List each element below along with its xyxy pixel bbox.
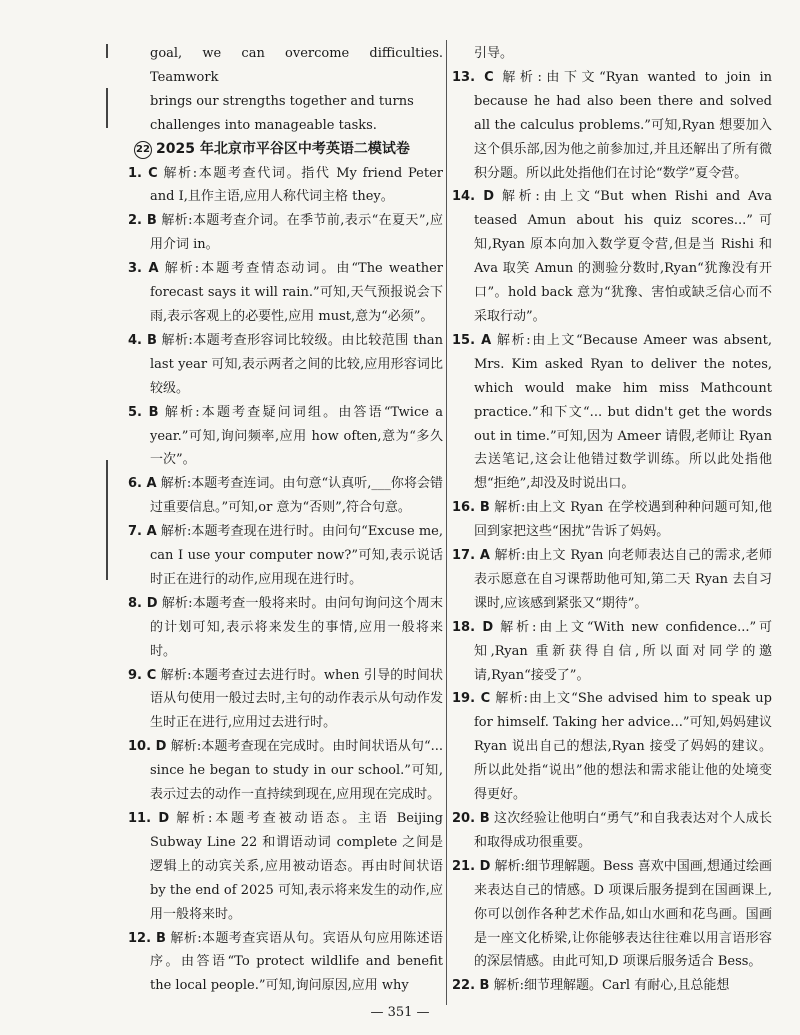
answer-number: 11. D bbox=[128, 811, 170, 826]
answer-item bbox=[128, 927, 443, 999]
binding-margin-mark bbox=[106, 44, 108, 58]
answer-item bbox=[128, 664, 443, 736]
answer-item bbox=[452, 807, 772, 855]
answer-number: 20. B bbox=[452, 811, 490, 826]
intro-line: challenges into manageable tasks. bbox=[150, 117, 377, 133]
answer-explanation: 解析:由上文 Ryan 在学校遇到种种问题可知,他回到家把这些“困扰”告诉了妈妈。 bbox=[474, 500, 772, 540]
answer-number: 15. A bbox=[452, 332, 492, 348]
answer-explanation: 解析:由上文 Ryan 向老师表达自己的需求,老师表示愿意在自习课帮助他可知,第二天 Ryan 去自习课时,应该感到紧张又“期待”。 bbox=[474, 548, 773, 611]
answer-number: 19. C bbox=[452, 691, 491, 707]
answer-explanation: 解析:本题考查过去进行时。when 引导的时间状语从句使用一般过去时,主句的动作表示从句动作发生时正在进行,应用过去进行时。 bbox=[150, 667, 443, 731]
answer-number: 12. B bbox=[128, 930, 166, 946]
answer-explanation: 解析:细节理解题。Bess 喜欢中国画,想通过绘画来表达自己的情感。D 项课后服务提到在国画课上,你可以创作各种艺术作品,如山水画和花鸟画。国画是一座文化桥梁,让你能够表达往往难以用言语形容的深层情感。由此可知,D 项课后服务适合 Bess。 bbox=[474, 858, 772, 970]
answer-item bbox=[452, 185, 772, 328]
binding-margin-mark bbox=[106, 88, 108, 128]
answer-number: 8. D bbox=[128, 595, 158, 611]
answer-item bbox=[452, 544, 772, 616]
answer-number: 2. B bbox=[128, 213, 157, 229]
intro-paragraph bbox=[128, 42, 443, 138]
answer-list bbox=[128, 162, 443, 999]
answer-number: 14. D bbox=[452, 189, 495, 205]
intro-line: goal, we can overcome difficulties. Teamwork bbox=[150, 46, 443, 85]
answer-explanation: 解析:本题考查一般将来时。由问句询问这个周末的计划可知,表示将来发生的事情,应用一般将来时。 bbox=[150, 595, 443, 659]
answer-number: 21. D bbox=[452, 858, 491, 874]
answer-item bbox=[128, 329, 443, 401]
answer-number: 4. B bbox=[128, 332, 157, 348]
answer-explanation: 这次经验让他明白“勇气”和自我表达对个人成长和取得成功很重要。 bbox=[474, 811, 772, 850]
answer-item bbox=[128, 209, 443, 257]
answer-number: 7. A bbox=[128, 524, 157, 540]
answer-explanation: 解析:由上文“With new confidence...”可知,Ryan 重新获得自信,所以面对同学的邀请,Ryan“接受了”。 bbox=[474, 619, 772, 683]
answer-explanation: 解析:由上文“Because Ameer was absent, Mrs. Kim asked Ryan to deliver the notes, which would make him miss Mathcount practice.”和下文“... but didn't get the words out in time.”可知,因为 Ameer 请假,老师让 Ryan 去送笔记,这会让他错过数学训练。所以此处指他想“拒绝”,却没及时说出口。 bbox=[474, 332, 772, 492]
right-column bbox=[452, 42, 772, 998]
left-column bbox=[128, 42, 443, 998]
answer-number: 10. D bbox=[128, 739, 167, 755]
answer-number: 13. C bbox=[452, 69, 494, 85]
intro-line: brings our strengths together and turns bbox=[150, 93, 414, 109]
answer-explanation: 解析:本题考查现在进行时。由问句“Excuse me, can I use your computer now?”可知,表示说话时正在进行的动作,应用现在进行时。 bbox=[150, 524, 444, 587]
answer-item bbox=[452, 496, 772, 544]
answer-item bbox=[452, 66, 772, 186]
answer-explanation: 解析:由上文“She advised him to speak up for himself. Taking her advice...”可知,妈妈建议 Ryan 说出自己的想法,Ryan 接受了妈妈的建议。所以此处指“说出”他的想法和需求能让他的处境变得更好。 bbox=[474, 691, 772, 803]
answer-explanation: 解析:本题考查被动语态。主语 Beijing Subway Line 22 和谓语动词 complete 之间是逻辑上的动宾关系,应用被动语态。再由时间状语 by the end of 2025 可知,表示将来发生的动作,应用一般将来时。 bbox=[150, 811, 443, 922]
answer-number: 1. C bbox=[128, 165, 158, 181]
answer-item bbox=[128, 472, 443, 520]
answer-item bbox=[128, 592, 443, 664]
answer-explanation: 解析:本题考查介词。在季节前,表示“在夏天”,应用介词 in。 bbox=[150, 213, 444, 253]
answer-item bbox=[128, 257, 443, 329]
answer-explanation: 解析:本题考查形容词比较级。由比较范围 than last year 可知,表示两者之间的比较,应用形容词比较级。 bbox=[150, 332, 444, 396]
answer-explanation: 解析:本题考查情态动词。由“The weather forecast says it will rain.”可知,天气预报说会下雨,表示客观上的必要性,应用 must,意为“必须”。 bbox=[150, 261, 443, 324]
answer-explanation: 解析:细节理解题。Carl 有耐心,且总能想 bbox=[493, 978, 730, 994]
answer-item bbox=[452, 974, 772, 998]
continued-text: 引导。 bbox=[474, 46, 514, 61]
answer-explanation: 解析:本题考查连词。由句意“认真听,___你将会错过重要信息。”可知,or 意为“否则”,符合句意。 bbox=[150, 476, 443, 516]
answer-number: 5. B bbox=[128, 404, 159, 420]
answer-item bbox=[128, 807, 443, 927]
section-heading bbox=[128, 138, 443, 162]
answer-number: 6. A bbox=[128, 476, 157, 492]
section-title: 2025 年北京市平谷区中考英语二模试卷 bbox=[156, 140, 410, 157]
answer-number: 16. B bbox=[452, 500, 490, 516]
answer-number: 17. A bbox=[452, 548, 490, 564]
answer-item bbox=[128, 401, 443, 473]
section-number-badge: 22 bbox=[134, 141, 152, 159]
answer-item bbox=[452, 329, 772, 496]
column-divider bbox=[446, 40, 447, 1005]
answer-explanation: 解析:由上文“But when Rishi and Ava teased Amun about his quiz scores...”可知,Ryan 原本向加入数学夏令营,但是当 Rishi 和 Ava 取笑 Amun 的测验分数时,Ryan“犹豫没有开口”。hold back 意为“犹豫、害怕或缺乏信心而不采取行动”。 bbox=[474, 189, 772, 324]
answer-explanation: 解析:本题考查疑问词组。由答语“Twice a year.”可知,询问频率,应用 how often,意为“多久一次”。 bbox=[150, 404, 443, 468]
binding-margin-mark bbox=[106, 460, 108, 580]
page-number: — 351 — bbox=[370, 1005, 430, 1020]
answer-explanation: 解析:本题考查宾语从句。宾语从句应用陈述语序。由答语“To protect wildlife and benefit the local people.”可知,询问原因,应用 why bbox=[150, 930, 443, 994]
answer-item bbox=[452, 687, 772, 807]
answer-explanation: 解析:由下文“Ryan wanted to join in because he had also been there and solved all the calculus problems.”可知,Ryan 想要加入这个俱乐部,因为他之前参加过,并且还解出了所有微积分题。所以此处指他们在讨论“数学”夏令营。 bbox=[474, 69, 772, 181]
answer-item bbox=[452, 616, 772, 688]
answer-number: 18. D bbox=[452, 619, 494, 635]
answer-explanation: 解析:本题考查代词。指代 My friend Peter and I,且作主语,应用人称代词主格 they。 bbox=[150, 165, 443, 205]
answer-item bbox=[128, 520, 443, 592]
answer-number: 9. C bbox=[128, 667, 157, 683]
answer-number: 22. B bbox=[452, 978, 490, 994]
answer-item bbox=[128, 735, 443, 807]
answer-item bbox=[128, 162, 443, 210]
answer-explanation: 解析:本题考查现在完成时。由时间状语从句“... since he began to study in our school.”可知,表示过去的动作一直持续到现在,应用现在完成时。 bbox=[150, 739, 443, 803]
answer-item bbox=[452, 855, 772, 975]
answer-number: 3. A bbox=[128, 261, 159, 277]
answer-list bbox=[452, 66, 772, 998]
